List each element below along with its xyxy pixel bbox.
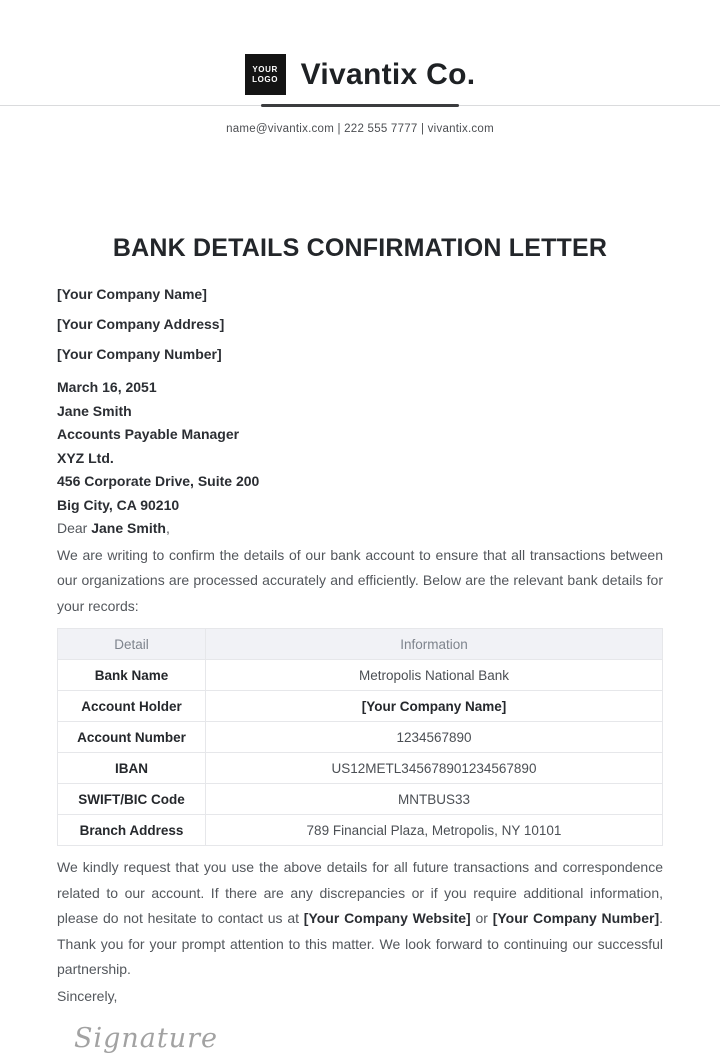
intro-paragraph: We are writing to confirm the details of our bank account to ensure that all transactions between our organizations are processed accurately and efficiently. Below are the relevant bank details for your records: xyxy=(57,546,663,614)
closing-number-placeholder: [Your Company Number] xyxy=(492,910,660,926)
cell-info: [Your Company Name] xyxy=(206,691,663,722)
header-divider-accent-line xyxy=(261,104,459,107)
table-row-account-holder xyxy=(58,691,663,722)
company-number-line: [Your Company Number] xyxy=(57,346,222,362)
logo-text-line1: YOUR xyxy=(252,64,278,74)
closing-text-1: We kindly request that you use the above details for all future transactions and correspondence related to our account. If there are any discrepancies or if you require additional information, please do not hesitate to contact us at xyxy=(57,859,663,926)
recipient-street: 456 Corporate Drive, Suite 200 xyxy=(57,473,260,489)
company-placeholder-block xyxy=(57,286,663,362)
recipient-role: Accounts Payable Manager xyxy=(57,426,240,442)
table-row-iban xyxy=(58,753,663,784)
greeting-line xyxy=(57,517,663,541)
table-header-information: Information xyxy=(206,629,663,660)
table-row-bank-name xyxy=(58,660,663,691)
date-recipient-block xyxy=(57,376,663,517)
cell-info: US12METL345678901234567890 xyxy=(206,753,663,784)
table-row-swift-bic xyxy=(58,784,663,815)
logo-text-line2: LOGO xyxy=(252,74,279,84)
closing-text-3: . Thank you for your prompt attention to this matter. We look forward to continuing our successful partnership. xyxy=(57,910,664,977)
letter-title: BANK DETAILS CONFIRMATION LETTER xyxy=(112,234,608,262)
greeting-name: Jane Smith xyxy=(91,520,166,536)
bank-details-table xyxy=(57,628,663,846)
cell-info: 789 Financial Plaza, Metropolis, NY 10101 xyxy=(206,815,663,846)
table-row-branch-address xyxy=(58,815,663,846)
letterhead xyxy=(0,0,720,135)
signature-script: Signature xyxy=(74,1023,219,1054)
cell-info: MNTBUS33 xyxy=(206,784,663,815)
table-header-row xyxy=(58,629,663,660)
cell-detail: Account Number xyxy=(58,722,206,753)
signoff-line: Sincerely, xyxy=(57,987,118,1004)
table-row-account-number xyxy=(58,722,663,753)
closing-text-2: or xyxy=(470,910,493,926)
cell-detail: Account Holder xyxy=(58,691,206,722)
cell-detail: IBAN xyxy=(58,753,206,784)
cell-info: 1234567890 xyxy=(206,722,663,753)
greeting-suffix: , xyxy=(165,520,170,536)
cell-detail: Branch Address xyxy=(58,815,206,846)
cell-detail: Bank Name xyxy=(58,660,206,691)
closing-website-placeholder: [Your Company Website] xyxy=(303,910,471,926)
closing-paragraph xyxy=(57,855,663,983)
recipient-company: XYZ Ltd. xyxy=(57,449,114,466)
letter-body xyxy=(0,234,720,1054)
greeting-prefix: Dear xyxy=(57,520,92,536)
cell-info: Metropolis National Bank xyxy=(206,660,663,691)
contact-line: name@vivantix.com | 222 555 7777 | vivantix.com xyxy=(226,123,494,135)
company-logo xyxy=(245,54,286,95)
cell-detail: SWIFT/BIC Code xyxy=(58,784,206,815)
company-name-line: [Your Company Name] xyxy=(57,286,207,302)
table-header-detail: Detail xyxy=(58,629,206,660)
brand-row xyxy=(0,54,720,95)
header-divider xyxy=(0,104,720,108)
company-address-line: [Your Company Address] xyxy=(57,316,225,332)
recipient-city: Big City, CA 90210 xyxy=(57,496,180,513)
brand-name: Vivantix Co. xyxy=(300,57,476,91)
letter-date: March 16, 2051 xyxy=(57,379,157,395)
recipient-name: Jane Smith xyxy=(57,402,132,419)
